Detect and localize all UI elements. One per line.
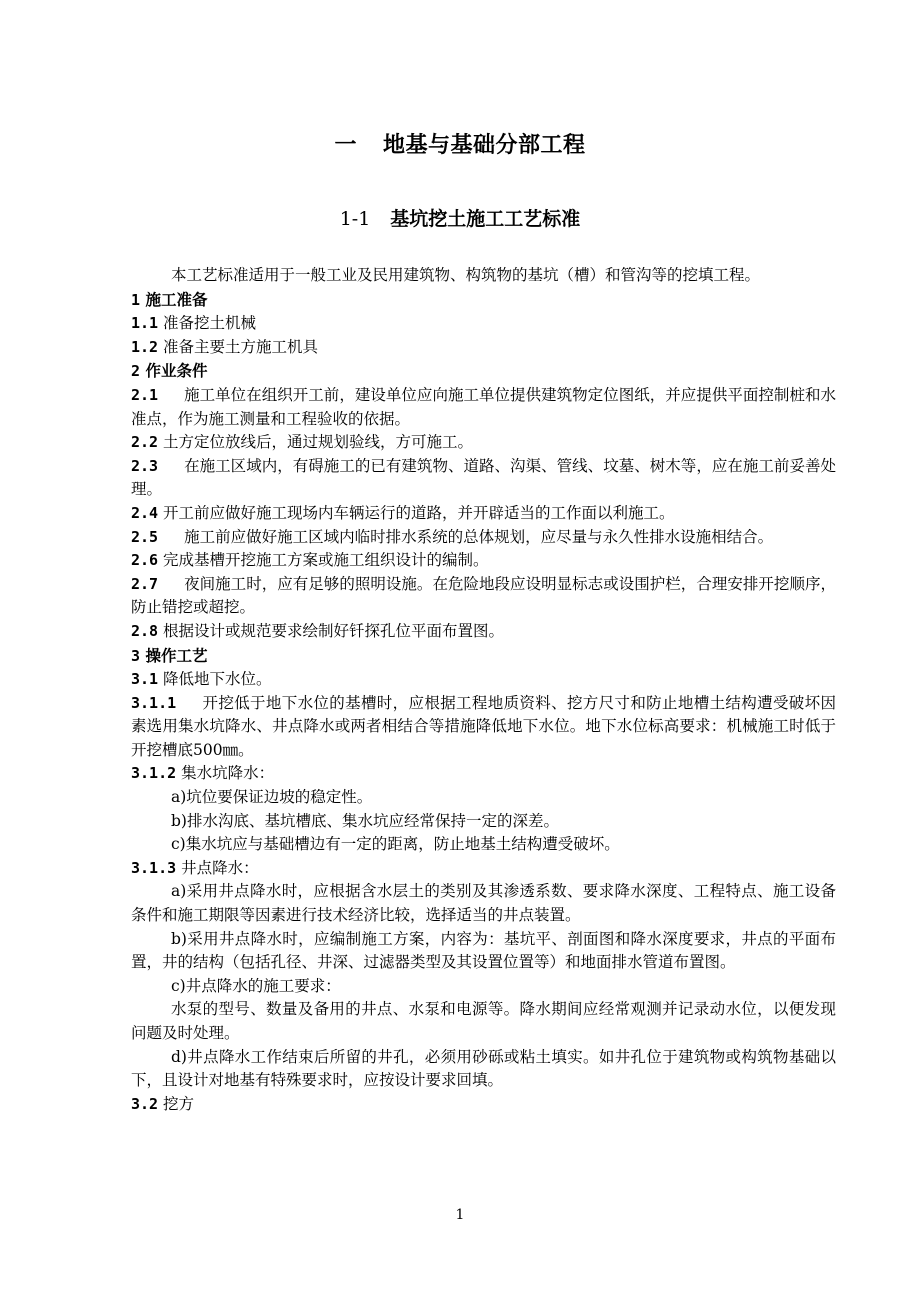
item-2-4: 2.4 开工前应做好施工现场内车辆运行的道路，并开辟适当的工作面以利施工。 xyxy=(131,503,675,522)
intro-paragraph: 本工艺标准适用于一般工业及民用建筑物、构筑物的基坑（槽）和管沟等的挖填工程。 xyxy=(171,266,761,284)
item-3-1: 3.1 降低地下水位。 xyxy=(131,670,272,689)
item-2-2: 2.2 土方定位放线后，通过规划验线，方可施工。 xyxy=(131,433,474,452)
item-3-1-2-a: a)坑位要保证边坡的稳定性。 xyxy=(171,788,373,807)
item-3-1-2: 3.1.2 集水坑降水： xyxy=(131,764,275,783)
section-number: 1-1 xyxy=(339,208,371,230)
heading-1: 1 施工准备 xyxy=(131,289,208,309)
heading-2: 2 作业条件 xyxy=(131,361,208,381)
chapter-number: 一 xyxy=(334,132,357,158)
item-3-2: 3.2 挖方 xyxy=(131,1094,195,1113)
item-3-1-3-a: a)采用井点降水时，应根据含水层土的类别及其渗透系数、要求降水深度、工程特点、施工设备条件和施工期限等因素进行技术经济比较，选择适当的井点装置。 xyxy=(131,882,836,925)
item-2-8: 2.8 根据设计或规范要求绘制好钎探孔位平面布置图。 xyxy=(131,621,505,640)
item-2-1: 2.1 施工单位在组织开工前，建设单位应向施工单位提供建筑物定位图纸，并应提供平面控制桩和水准点，作为施工测量和工程验收的依据。 xyxy=(131,385,836,428)
page-number: 1 xyxy=(455,1207,465,1223)
item-3-1-3-d: d)井点降水工作结束后所留的井孔，必须用砂砾或粘土填实。如井孔位于建筑物或构筑物基础以下，且设计对地基有特殊要求时，应按设计要求回填。 xyxy=(131,1047,836,1090)
item-3-1-3-c-detail: 水泵的型号、数量及备用的井点、水泵和电源等。降水期间应经常观测并记录动水位，以便发现问题及时处理。 xyxy=(131,1000,836,1042)
item-3-1-3-c: c)井点降水的施工要求： xyxy=(171,976,341,995)
item-1-2: 1.2 准备主要土方施工机具 xyxy=(131,337,319,356)
section-title-text: 基坑挖土施工工艺标准 xyxy=(390,208,581,230)
heading-3: 3 操作工艺 xyxy=(131,645,208,665)
item-3-1-3: 3.1.3 井点降水： xyxy=(131,858,259,877)
item-2-6: 2.6 完成基槽开挖施工方案或施工组织设计的编制。 xyxy=(131,551,489,570)
item-2-7: 2.7 夜间施工时，应有足够的照明设施。在危险地段应设明显标志或设围护栏，合理安排开挖顺序，防止错挖或超挖。 xyxy=(131,574,836,617)
item-2-5: 2.5 施工前应做好施工区域内临时排水系统的总体规划，应尽量与永久性排水设施相结合。 xyxy=(131,527,774,546)
item-1-1: 1.1 准备挖土机械 xyxy=(131,314,257,333)
chapter-title-text: 地基与基础分部工程 xyxy=(383,132,586,158)
section-title xyxy=(0,204,920,231)
item-3-1-1: 3.1.1 开挖低于地下水位的基槽时，应根据工程地质资料、挖方尺寸和防止地槽土结构遭受破坏因素选用集水坑降水、井点降水或两者相结合等措施降低地下水位。地下水位标高要求：机械施工时低于开挖槽底500㎜。 xyxy=(131,693,836,759)
item-3-1-2-b: b)排水沟底、基坑槽底、集水坑应经常保持一定的深差。 xyxy=(171,811,559,830)
chapter-title xyxy=(0,128,920,159)
item-3-1-2-c: c)集水坑应与基础槽边有一定的距离，防止地基土结构遭受破坏。 xyxy=(171,835,620,854)
item-3-1-3-b: b)采用井点降水时，应编制施工方案，内容为：基坑平、剖面图和降水深度要求，井点的平面布置，井的结构（包括孔径、井深、过滤器类型及其设置位置等）和地面排水管道布置图。 xyxy=(131,929,836,972)
item-2-3: 2.3 在施工区域内，有碍施工的已有建筑物、道路、沟渠、管线、坟墓、树木等，应在施工前妥善处理。 xyxy=(131,456,836,499)
document-body xyxy=(131,264,836,1116)
